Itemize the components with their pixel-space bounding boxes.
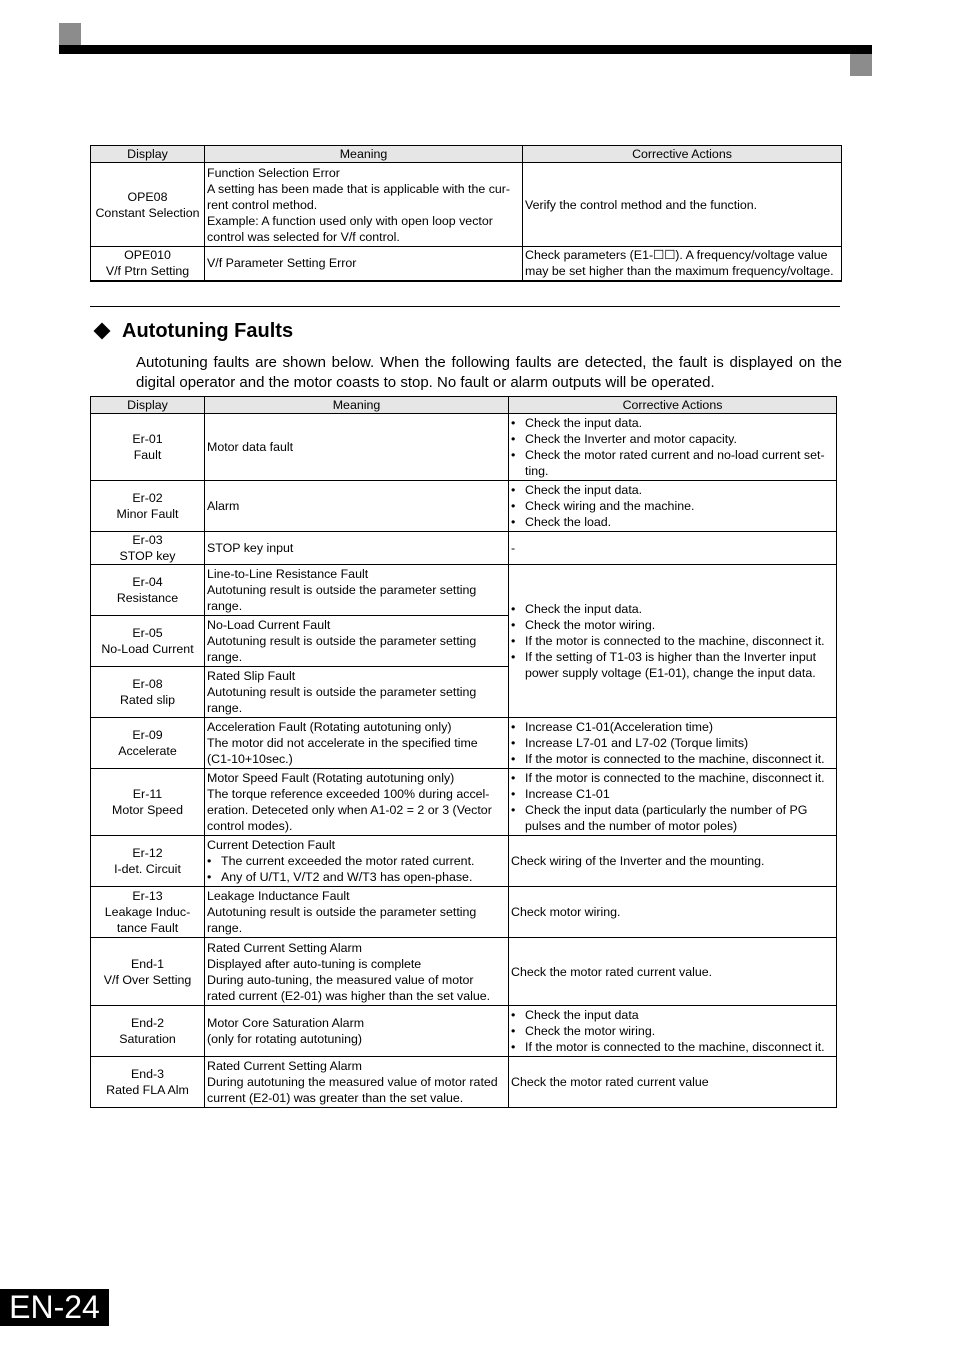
meaning-line: control was selected for V/f control. <box>207 229 400 244</box>
meaning-line: Autotuning result is outside the parameter setting <box>207 685 477 699</box>
actions-cell <box>509 481 837 532</box>
action-line: Verify the control method and the function. <box>525 197 758 212</box>
table-row <box>91 1057 837 1108</box>
actions-cell <box>509 769 837 836</box>
display-cell <box>91 938 205 1006</box>
meaning-line: Current Detection Fault <box>207 838 336 852</box>
action-item: • Check the input data <box>511 1007 834 1023</box>
display-label: STOP key <box>119 549 176 563</box>
meaning-line: The motor did not accelerate in the specified time <box>207 736 478 750</box>
meaning-line: range. <box>207 650 243 664</box>
meaning-cell <box>205 616 509 667</box>
actions-cell <box>523 247 842 281</box>
actions-cell <box>509 414 837 481</box>
meaning-cell <box>205 565 509 616</box>
table-row <box>91 1006 837 1057</box>
meaning-line: eration. Deteceted only when A1-02 = 2 or 3 (Vector <box>207 803 492 817</box>
header-bar <box>59 45 872 54</box>
meaning-item: • Any of U/T1, V/T2 and W/T3 has open-phase. <box>207 869 506 885</box>
ope-error-table <box>90 145 842 282</box>
display-code: Er-03 <box>132 533 163 547</box>
action-line: may be set higher than the maximum frequency/voltage. <box>525 264 834 279</box>
table-row <box>91 414 837 481</box>
display-code: End-3 <box>130 1067 165 1081</box>
table-row <box>91 163 842 247</box>
display-code: OPE010 <box>124 248 171 263</box>
meaning-line: Rated Current Setting Alarm <box>207 1059 362 1073</box>
header-display: Display <box>91 146 205 163</box>
meaning-line: rated current (E2-01) was higher than the set value. <box>207 988 491 1003</box>
display-code: End-1 <box>130 956 165 971</box>
meaning-line: No-Load Current Fault <box>207 618 331 632</box>
display-code: End-2 <box>130 1016 165 1030</box>
display-cell <box>91 414 205 481</box>
meaning-line: Alarm <box>207 499 240 513</box>
table-row <box>91 565 837 616</box>
table-row <box>91 532 837 565</box>
display-cell <box>91 565 205 616</box>
action-item: • If the motor is connected to the machine, disconnect it. <box>511 1039 834 1055</box>
display-label: V/f Ptrn Setting <box>105 264 190 279</box>
meaning-line: Motor Speed Fault (Rotating autotuning only) <box>207 771 455 785</box>
section-intro: Autotuning faults are shown below. When the following faults are detected, the fault is displayed on the digital operator and the motor coasts to stop. No fault or alarm outputs will be operated. <box>136 354 842 391</box>
display-label: tance Fault <box>116 921 179 935</box>
action-item: • Increase L7-01 and L7-02 (Torque limits) <box>511 735 834 751</box>
section-title <box>92 318 293 344</box>
header-meaning: Meaning <box>205 146 523 163</box>
meaning-item: • The current exceeded the motor rated current. <box>207 853 506 869</box>
display-label: Resistance <box>116 591 179 605</box>
action-item: • Increase C1-01 <box>511 786 834 802</box>
action-line: Check the motor rated current value. <box>511 964 713 979</box>
table-row <box>91 718 837 769</box>
action-line: Check motor wiring. <box>511 905 621 919</box>
meaning-line: During auto-tuning, the measured value of motor <box>207 972 474 987</box>
display-label: Saturation <box>119 1032 176 1046</box>
header-actions: Corrective Actions <box>509 397 837 414</box>
action-item: • If the setting of T1-03 is higher than the Inverter input power supply voltage (E1-01), change the input data. <box>511 649 834 681</box>
action-item: • Check wiring and the machine. <box>511 498 834 514</box>
table-row <box>91 887 837 938</box>
display-cell <box>91 769 205 836</box>
display-code: Er-05 <box>132 626 163 640</box>
actions-cell <box>509 938 837 1006</box>
meaning-line: range. <box>207 599 243 613</box>
action-item: • Check the input data. <box>511 482 834 498</box>
display-label: Leakage Induc- <box>104 905 191 919</box>
display-code: Er-09 <box>132 728 163 742</box>
meaning-line: (C1-10+10sec.) <box>207 752 293 766</box>
display-cell <box>91 1006 205 1057</box>
display-label: Rated FLA Alm <box>106 1083 189 1097</box>
meaning-line: Autotuning result is outside the parameter setting <box>207 583 477 597</box>
meaning-cell <box>205 1006 509 1057</box>
action-item: • Check the input data. <box>511 601 834 617</box>
display-cell <box>91 532 205 565</box>
display-code: Er-08 <box>132 677 163 691</box>
section-title-text: Autotuning Faults <box>122 320 294 342</box>
actions-cell <box>509 1006 837 1057</box>
meaning-line: (only for rotating autotuning) <box>207 1032 362 1046</box>
display-label: I-det. Circuit <box>114 862 181 876</box>
action-item: • Check the motor wiring. <box>511 617 834 633</box>
meaning-line: Motor Core Saturation Alarm <box>207 1016 365 1030</box>
display-cell <box>91 667 205 718</box>
section-divider <box>90 306 840 307</box>
display-code: Er-02 <box>132 491 163 505</box>
table-header-row <box>91 146 842 163</box>
meaning-line: Autotuning result is outside the parameter setting <box>207 905 477 919</box>
header-square-right <box>850 54 872 76</box>
header-meaning: Meaning <box>205 397 509 414</box>
meaning-line: Autotuning result is outside the parameter setting <box>207 634 477 648</box>
actions-cell <box>509 1057 837 1108</box>
meaning-cell <box>205 1057 509 1108</box>
display-label: Minor Fault <box>116 507 179 521</box>
table-row <box>91 481 837 532</box>
meaning-cell <box>205 769 509 836</box>
meaning-line: range. <box>207 921 243 935</box>
table-header-row <box>91 397 837 414</box>
actions-cell <box>509 532 837 565</box>
action-item: • Check the Inverter and motor capacity. <box>511 431 834 447</box>
meaning-cell <box>205 163 523 247</box>
meaning-line: Example: A function used only with open loop vector <box>207 213 493 228</box>
action-item: • Check the load. <box>511 514 834 530</box>
meaning-line: The torque reference exceeded 100% during accel- <box>207 787 490 801</box>
display-label: Motor Speed <box>112 803 183 817</box>
action-line: Check parameters (E1-☐☐). A frequency/voltage value <box>525 248 828 263</box>
meaning-line: Rated Slip Fault <box>207 669 296 683</box>
table-row <box>91 836 837 887</box>
meaning-line: range. <box>207 701 243 715</box>
action-item: • Increase C1-01(Acceleration time) <box>511 719 834 735</box>
diamond-bullet-icon <box>94 322 111 339</box>
meaning-line: Leakage Inductance Fault <box>207 889 350 903</box>
meaning-line: Line-to-Line Resistance Fault <box>207 567 369 581</box>
action-line: - <box>511 541 516 555</box>
display-label: Fault <box>133 448 162 462</box>
display-label: Accelerate <box>118 744 177 758</box>
header-display: Display <box>91 397 205 414</box>
meaning-line: During autotuning the measured value of motor rated <box>207 1075 498 1089</box>
display-code: OPE08 <box>127 189 168 204</box>
display-cell <box>91 887 205 938</box>
table-row <box>91 247 842 281</box>
action-line: Check wiring of the Inverter and the mounting. <box>511 854 765 868</box>
meaning-cell <box>205 836 509 887</box>
meaning-line: STOP key input <box>207 541 294 555</box>
meaning-line: V/f Parameter Setting Error <box>207 256 357 271</box>
display-cell <box>91 718 205 769</box>
action-item: • Check the motor rated current and no-load current set-ting. <box>511 447 834 479</box>
display-cell <box>91 163 205 247</box>
header-actions: Corrective Actions <box>523 146 842 163</box>
meaning-line: control modes). <box>207 819 293 833</box>
actions-cell <box>509 565 837 718</box>
meaning-line: Acceleration Fault (Rotating autotuning only) <box>207 720 452 734</box>
header-square-left <box>59 23 81 45</box>
action-item: • If the motor is connected to the machine, disconnect it. <box>511 770 834 786</box>
display-code: Er-12 <box>132 846 163 860</box>
table-row <box>91 769 837 836</box>
display-label: Constant Selection <box>95 205 200 220</box>
meaning-cell <box>205 718 509 769</box>
action-item: • If the motor is connected to the machine, disconnect it. <box>511 751 834 767</box>
actions-cell <box>509 836 837 887</box>
meaning-cell <box>205 938 509 1006</box>
autotuning-fault-table <box>90 396 837 1108</box>
meaning-line: Function Selection Error <box>207 165 340 180</box>
display-label: No-Load Current <box>101 642 194 656</box>
action-item: • Check the input data. <box>511 415 834 431</box>
table-row <box>91 938 837 1006</box>
display-cell <box>91 247 205 281</box>
action-item: • If the motor is connected to the machine, disconnect it. <box>511 633 834 649</box>
meaning-cell <box>205 667 509 718</box>
action-item: • Check the motor wiring. <box>511 1023 834 1039</box>
meaning-line: A setting has been made that is applicable with the cur- <box>207 181 511 196</box>
display-code: Er-11 <box>132 787 163 801</box>
meaning-cell <box>205 247 523 281</box>
meaning-line: Motor data fault <box>207 440 294 454</box>
meaning-cell <box>205 414 509 481</box>
display-label: Rated slip <box>119 693 176 707</box>
actions-cell <box>523 163 842 247</box>
display-cell <box>91 481 205 532</box>
actions-cell <box>509 718 837 769</box>
meaning-line: current (E2-01) was greater than the set value. <box>207 1091 464 1105</box>
meaning-line: rent control method. <box>207 197 318 212</box>
meaning-cell <box>205 887 509 938</box>
meaning-cell <box>205 481 509 532</box>
meaning-line: Rated Current Setting Alarm <box>207 940 362 955</box>
display-code: Er-13 <box>132 889 163 903</box>
action-line: Check the motor rated current value <box>511 1075 709 1089</box>
display-label: V/f Over Setting <box>103 972 192 987</box>
display-cell <box>91 616 205 667</box>
meaning-cell <box>205 532 509 565</box>
meaning-line: Displayed after auto-tuning is complete <box>207 956 422 971</box>
display-cell <box>91 836 205 887</box>
action-item: • Check the input data (particularly the number of PG pulses and the number of motor poles) <box>511 802 834 834</box>
page-number: EN-24 <box>0 1289 109 1326</box>
display-cell <box>91 1057 205 1108</box>
actions-cell <box>509 887 837 938</box>
display-code: Er-01 <box>132 432 163 446</box>
display-code: Er-04 <box>132 575 163 589</box>
